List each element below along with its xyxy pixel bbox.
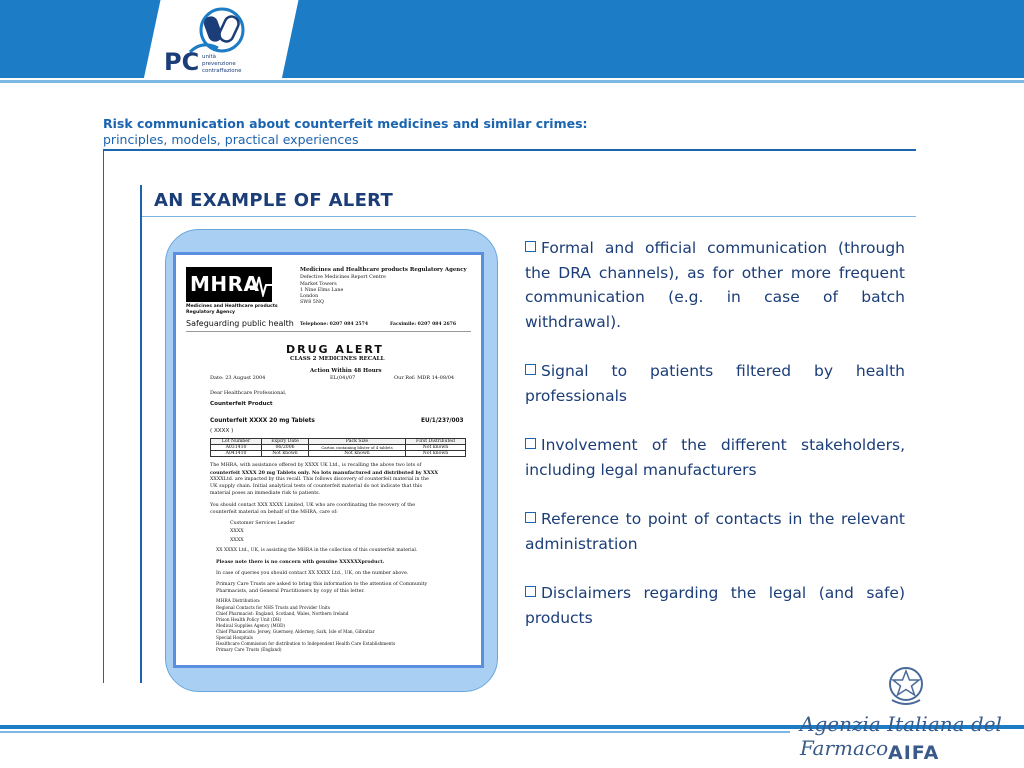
doc-class-line: CLASS 2 MEDICINES RECALL bbox=[290, 356, 385, 362]
doc-dist-title: MHRA Distribution: bbox=[216, 599, 261, 604]
table-cell: 06/2006 bbox=[262, 445, 309, 450]
doc-subject: Counterfeit Product bbox=[210, 401, 273, 407]
top-rule bbox=[103, 149, 916, 151]
heartbeat-icon bbox=[250, 273, 272, 297]
doc-el-ref: EL(04)/07 bbox=[330, 375, 356, 381]
doc-contact1: Customer Services Leader bbox=[230, 521, 295, 526]
table-row bbox=[211, 451, 465, 456]
doc-note: Please note there is no concern with genuine XXXXXXproduct. bbox=[216, 559, 385, 565]
table-cell: Not known bbox=[262, 451, 309, 456]
doc-addr1: Defective Medicines Report Centre bbox=[300, 275, 386, 280]
bullet-text: Disclaimers regarding the legal (and safe) products bbox=[525, 584, 905, 627]
doc-logo-sub2: Regulatory Agency bbox=[186, 310, 236, 315]
header-accent-line bbox=[0, 80, 1024, 83]
doc-para1-l3: XXXXLtd. are impacted by this recall. This follows discovery of counterfeit material in the bbox=[210, 477, 429, 482]
doc-logo-sub1: Medicines and Healthcare products bbox=[186, 304, 278, 309]
doc-para1-l5: material poses an immediate risk to patients. bbox=[210, 491, 321, 496]
bullet-list bbox=[525, 236, 905, 655]
inner-left-rule bbox=[140, 185, 142, 683]
doc-dist-line: Healthcare Commission for distribution to Independent Health Care Establishments bbox=[216, 641, 396, 646]
bullet-item bbox=[525, 581, 905, 630]
mhra-logo-text: MHRA bbox=[190, 272, 260, 296]
logo-line3: contraffazione bbox=[202, 68, 242, 74]
emblem-icon bbox=[886, 664, 926, 708]
doc-date: Date: 23 August 2004 bbox=[210, 375, 266, 381]
doc-telephone: Telephone: 0207 084 2574 bbox=[300, 322, 369, 327]
doc-dist-line: Regional Contacts for NHS Trusts and Provider Units bbox=[216, 605, 331, 610]
footer-accent-line bbox=[0, 731, 790, 733]
doc-agency-name: Medicines and Healthcare products Regulatory Agency bbox=[300, 267, 467, 273]
subtitle-line2: principles, models, practical experiences bbox=[103, 132, 359, 147]
bullet-item bbox=[525, 433, 905, 482]
doc-para2-l2: counterfeit material on behalf of the MHRA, care of: bbox=[210, 510, 338, 515]
doc-facsimile: Facsimile: 0207 084 2676 bbox=[390, 322, 457, 327]
doc-product-sub: ( XXXX ) bbox=[210, 428, 234, 434]
title-rule bbox=[142, 216, 916, 217]
bullet-text: Reference to point of contacts in the relevant administration bbox=[525, 510, 905, 553]
logo-line1: unità bbox=[202, 54, 217, 60]
checkbox-bullet-icon bbox=[525, 512, 536, 523]
doc-addr5: SW8 5NQ bbox=[300, 300, 324, 305]
table-cell: A031410 bbox=[211, 445, 262, 450]
doc-dist-line: Chief Pharmacist: England, Scotland, Wales, Northern Ireland bbox=[216, 611, 349, 616]
doc-dear: Dear Healthcare Professional, bbox=[210, 390, 287, 396]
table-cell: Not known bbox=[309, 451, 406, 456]
doc-tagline: Safeguarding public health bbox=[186, 319, 294, 328]
slide-title: AN EXAMPLE OF ALERT bbox=[154, 190, 394, 211]
doc-divider bbox=[186, 331, 471, 332]
mhra-logo bbox=[186, 267, 272, 302]
doc-primary-l2: Pharmacists, and General Practitioners by copy of this letter. bbox=[216, 589, 365, 594]
table-header-cell: First Distributed bbox=[416, 439, 455, 444]
left-rule bbox=[103, 151, 104, 683]
lot-table bbox=[210, 438, 466, 457]
logo-line2: prevenzione bbox=[202, 61, 236, 67]
doc-dist-line: Chief Pharmacists: Jersey, Guernsey, Alderney, Sark, Isle of Man, Gibraltar bbox=[216, 629, 375, 634]
doc-para1-l2: counterfeit XXXX 20 mg Tablets only. No lots manufactured and distributed by XXXX bbox=[210, 470, 439, 476]
bullet-item bbox=[525, 359, 905, 408]
pc-logo bbox=[160, 4, 278, 76]
doc-para1-l4: UK supply chain. Initial analytical tests of counterfeit material do not indicate that this bbox=[210, 484, 422, 489]
table-cell: A041410 bbox=[211, 451, 262, 456]
doc-primary-l1: Primary Care Trusts are asked to bring this information to the attention of Community bbox=[216, 582, 428, 587]
doc-queries: In case of queries you should contact XX XXXX Ltd., UK, on the number above. bbox=[216, 571, 409, 576]
table-header-cell: Pack Size bbox=[309, 439, 406, 444]
doc-dist-line: Special Hospitals bbox=[216, 635, 253, 640]
checkbox-bullet-icon bbox=[525, 241, 536, 252]
table-header-cell: Lot Number bbox=[211, 439, 262, 444]
bullet-text: Signal to patients filtered by health professionals bbox=[525, 362, 905, 405]
doc-para1-l1: The MHRA, with assistance offered by XXXX UK Ltd., is recalling the above two lots of bbox=[210, 463, 422, 468]
bullet-text: Formal and official communication (through the DRA channels), as for other more frequent communication (e.g. in case of batch withdrawal). bbox=[525, 239, 905, 331]
doc-contact3: XXXX bbox=[230, 538, 244, 543]
doc-alert-title: DRUG ALERT bbox=[286, 343, 384, 356]
table-header-cell: Expiry Date bbox=[262, 439, 309, 444]
table-cell: Carton containing blister of 4 tablets bbox=[309, 445, 406, 450]
doc-eu-ref: EU/1/23?/003 bbox=[421, 418, 464, 424]
checkbox-bullet-icon bbox=[525, 364, 536, 375]
aifa-logo: AIFA bbox=[888, 742, 940, 764]
doc-action-line: Action Within 48 Hours bbox=[310, 368, 382, 374]
doc-assist: XX XXXX Ltd., UK, is assisting the MHRA in the collection of this counterfeit material. bbox=[216, 548, 418, 553]
doc-contact2: XXXX bbox=[230, 529, 244, 534]
doc-addr4: London bbox=[300, 294, 319, 299]
table-cell: Not known bbox=[422, 445, 449, 450]
table-cell: Not known bbox=[422, 451, 449, 456]
bullet-item bbox=[525, 236, 905, 334]
doc-para2-l1: You should contact XXX XXXX Limited, UK who are coordinating the recovery of the bbox=[210, 503, 416, 508]
checkbox-bullet-icon bbox=[525, 438, 536, 449]
bullet-item bbox=[525, 507, 905, 556]
doc-our-ref: Our Ref: MDR 14-08/04 bbox=[394, 375, 455, 381]
checkbox-bullet-icon bbox=[525, 586, 536, 597]
agency-name: Agenzia Italiana del Farmaco bbox=[800, 712, 1002, 760]
subtitle-line1: Risk communication about counterfeit medicines and similar crimes: bbox=[103, 116, 588, 131]
doc-addr3: 1 Nine Elms Lane bbox=[300, 288, 344, 293]
bullet-text: Involvement of the different stakeholders, including legal manufacturers bbox=[525, 436, 905, 479]
logo-letters: PC bbox=[164, 48, 200, 76]
doc-addr2: Market Towers bbox=[300, 282, 337, 287]
doc-dist-line: Prison Health Policy Unit (DH) bbox=[216, 617, 282, 622]
doc-product: Counterfeit XXXX 20 mg Tablets bbox=[210, 418, 315, 424]
doc-dist-line: Primary Care Trusts (England) bbox=[216, 647, 282, 652]
doc-dist-line: Medical Supplies Agency (MOD) bbox=[216, 623, 286, 628]
drug-alert-document bbox=[173, 252, 484, 668]
